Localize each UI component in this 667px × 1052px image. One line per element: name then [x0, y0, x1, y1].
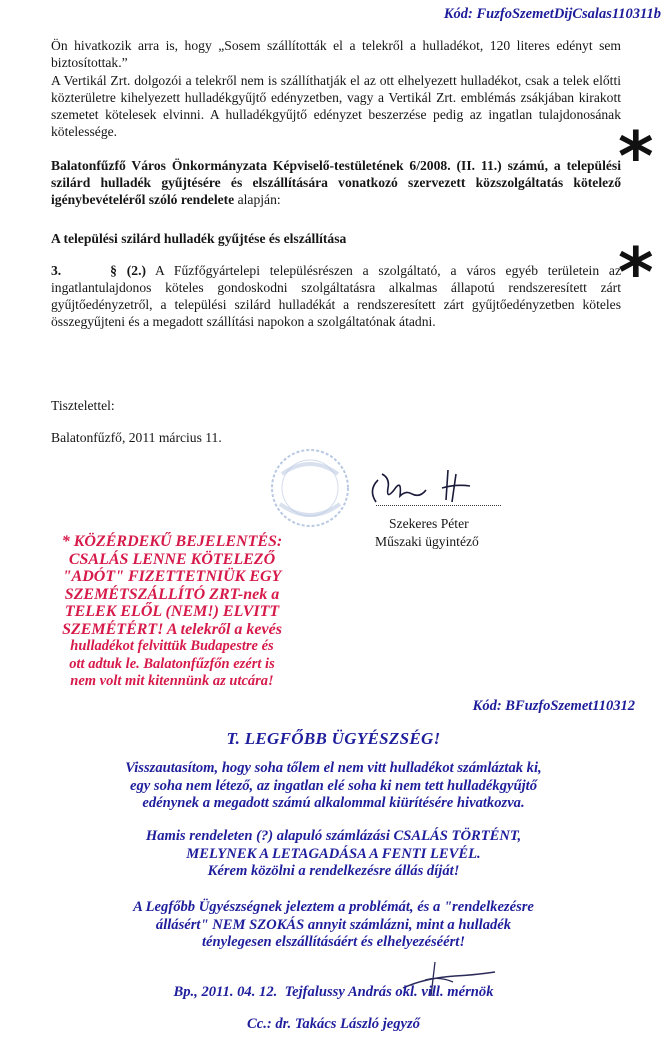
notice-line: nem volt mit kitennünk az utcára! — [70, 673, 274, 689]
complaint-closing: Bp., 2011. 04. 12. Tejfalussy András okl. vill. mérnök — [173, 984, 494, 1000]
complaint-addressee: T. LEGFŐBB ÜGYÉSZSÉG! — [226, 729, 441, 748]
section-number: 3. § (2.) — [51, 263, 146, 278]
complaint-line: Kérem közölni a rendelkezésre állás díját! — [207, 863, 460, 879]
letter-paragraph-vertikal: A Vertikál Zrt. dolgozói a telekről nem is szállíthatják el az ott elhelyezett hulladékot, csak a telek előtti közterületre kihelyezett hulladékgyűjtő edényzetben, vagy a Vertikál Zrt. emblémás zsákjában kirakott szemetet kötelesek elvinni. A hulladékgyűjtő edényzet beszerzése pedig az ingatlan tulajdonosának kötelessége. — [51, 73, 621, 139]
notice-line: CSALÁS LENNE KÖTELEZŐ — [68, 550, 276, 568]
complaint-line: MELYNEK A LETAGADÁSA A FENTI LEVÉL. — [186, 845, 481, 862]
complaint-line: egy soha nem létező, az ingatlan elé soha ki nem tett hulladékgyűjtő — [129, 777, 537, 794]
signature-szekeres — [360, 460, 490, 510]
complaint-line: edénynek a megadott számú alkalommal kiürítésére hivatkozva. — [142, 795, 525, 811]
notice-line: * KÖZÉRDEKŰ BEJELENTÉS: — [61, 533, 283, 550]
letter-paragraph-section-3 — [51, 262, 621, 330]
complaint-paragraph-1 — [30, 760, 637, 813]
greeting: Tisztelettel: — [51, 398, 115, 413]
complaint-paragraph-2 — [30, 828, 637, 881]
complaint-paragraph-3 — [30, 899, 637, 952]
complaint-line: A Legfőbb Ügyészségnek jeleztem a problémát, és a "rendelkezésre — [133, 899, 534, 915]
complaint-cc: Cc.: dr. Takács László jegyző — [247, 1016, 420, 1032]
complaint-line: állásért" NEM SZOKÁS annyit számlázni, mint a hulladék — [155, 916, 512, 933]
regulation-title: Balatonfűzfő Város Önkormányzata Képviselő-testületének 6/2008. (II. 11.) számú, a települési szilárd hulladék gyűjtésére és elszállítására vonatkozó szervezett közszolgáltatás kötelező igénybevételéről szóló rendelete — [51, 158, 621, 207]
signer-name: Szekeres Péter — [389, 516, 469, 531]
asterisk-marker-1: * — [618, 118, 654, 197]
asterisk-marker-2: * — [618, 234, 654, 313]
notice-line: SZEMÉTSZÁLLÍTÓ ZRT-nek a — [64, 585, 280, 603]
letter-paragraph-quote: Ön hivatkozik arra is, hogy „Sosem szállították el a telekről a hulladékot, 120 literes edényt sem biztosítottak.” — [51, 38, 621, 70]
letter-dateline: Balatonfűzfő, 2011 március 11. — [51, 430, 222, 445]
section-heading: A települési szilárd hulladék gyűjtése és elszállítása — [51, 231, 347, 246]
notice-line: TELEK ELŐL (NEM!) ELVITT — [64, 603, 280, 620]
complaint-line: Visszautasítom, hogy soha tőlem el nem vitt hulladékot számláztak ki, — [125, 760, 542, 776]
section-text: A Fűzfőgyártelepi településrészen a szolgáltató, a város egyéb területein az ingatlantulajdonos köteles gondoskodni szolgáltatásra alkalmas állapotú rendszeresített zárt gyűjtőedényzetről, a települési szilárd hulladékát a rendszeresített zárt gyűjtőedényzetben köteles összegyűjteni és a megadott szállítási napokon a szolgáltatónak átadni. — [51, 263, 621, 329]
official-stamp — [252, 444, 362, 534]
regulation-suffix: alapján: — [234, 192, 281, 207]
notice-line: hulladékot felvittük Budapestre és — [70, 638, 274, 654]
notice-line: SZEMÉTÉRT! A telekről a kevés — [62, 620, 282, 638]
letter-paragraph-regulation — [51, 157, 621, 208]
notice-line: ott adtuk le. Balatonfűzfőn ezért is — [69, 655, 275, 672]
complaint-line: ténylegesen elszállításáért és elhelyezéséért! — [201, 934, 466, 950]
signer-title: Műszaki ügyintéző — [375, 534, 479, 549]
document-code-mid: Kód: BFuzfoSzemet110312 — [472, 698, 635, 714]
signature-line — [376, 505, 501, 506]
public-notice — [22, 533, 322, 691]
complaint-line: Hamis rendeleten (?) alapuló számlázási CSALÁS TÖRTÉNT, — [145, 828, 522, 844]
notice-line: "ADÓT" FIZETTETNIÜK EGY — [62, 568, 282, 585]
document-code-top: Kód: FuzfoSzemetDijCsalas110311b — [443, 6, 661, 22]
